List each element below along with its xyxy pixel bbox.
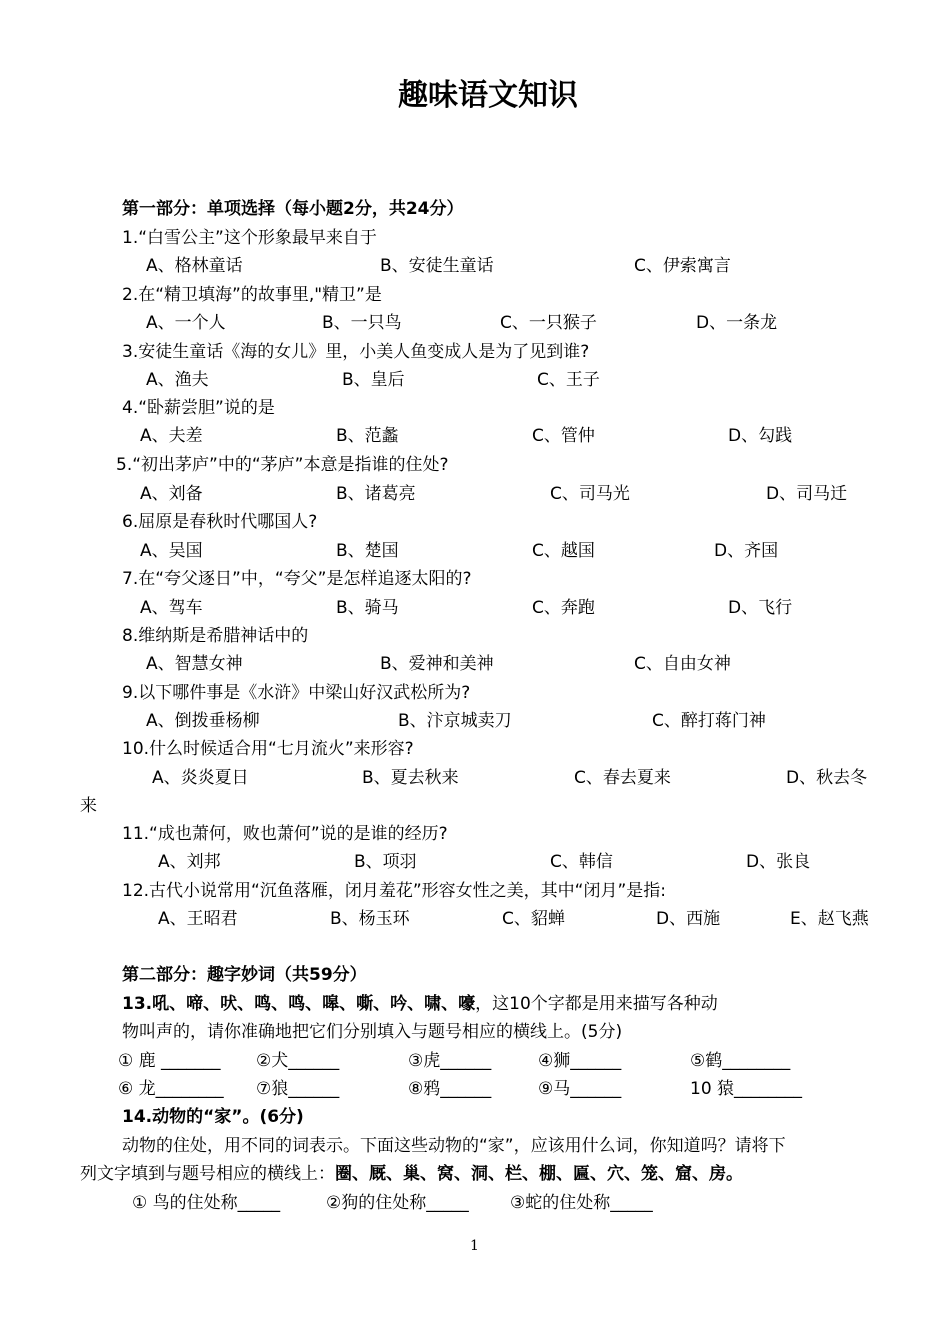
blank-snake-home[interactable]: ③蛇的住处称_____ (510, 1193, 653, 1213)
option-11b: B、项羽 (354, 852, 417, 872)
blank-deer[interactable]: ① 鹿 _______ (118, 1051, 221, 1071)
option-11c: C、韩信 (550, 852, 613, 872)
option-7d: D、飞行 (728, 598, 793, 618)
option-3b: B、皇后 (342, 370, 405, 390)
option-2c: C、一只猴子 (500, 313, 597, 333)
question-3: 3.安徒生童话《海的女儿》里，小美人鱼变成人是为了见到谁? (122, 342, 590, 362)
blank-bird-home[interactable]: ① 鸟的住处称_____ (132, 1193, 281, 1213)
question-11: 11.“成也萧何，败也萧何”说的是谁的经历? (122, 824, 448, 844)
option-7b: B、骑马 (336, 598, 399, 618)
option-10d: D、秋去冬 (786, 768, 868, 788)
option-9c: C、醉打蒋门神 (652, 711, 766, 731)
option-2d: D、一条龙 (696, 313, 778, 333)
option-6c: C、越国 (532, 541, 595, 561)
option-9b: B、汴京城卖刀 (398, 711, 512, 731)
option-4c: C、管仲 (532, 426, 595, 446)
option-6a: A、吴国 (140, 541, 203, 561)
question-13-line2: 物叫声的，请你准确地把它们分别填入与题号相应的横线上。(5分) (122, 1022, 623, 1042)
option-2a: A、一个人 (146, 313, 226, 333)
option-10a: A、炎炎夏日 (152, 768, 249, 788)
question-7: 7.在“夸父逐日”中，“夸父”是怎样追逐太阳的? (122, 569, 472, 589)
option-1b: B、安徒生童话 (380, 256, 494, 276)
option-8b: B、爱神和美神 (380, 654, 494, 674)
blank-lion[interactable]: ④狮______ (538, 1051, 622, 1071)
blank-wolf[interactable]: ⑦狼______ (256, 1079, 340, 1099)
question-13 (122, 992, 718, 1016)
option-10b: B、夏去秋来 (362, 768, 459, 788)
option-9a: A、倒拨垂杨柳 (146, 711, 260, 731)
option-6d: D、齐国 (714, 541, 779, 561)
question-6: 6.屈原是春秋时代哪国人? (122, 512, 318, 532)
question-1: 1.“白雪公主”这个形象最早来自于 (122, 228, 377, 248)
option-5a: A、刘备 (140, 484, 203, 504)
question-4: 4.“卧薪尝胆”说的是 (122, 398, 275, 418)
option-5d: D、司马迁 (766, 484, 848, 504)
option-1a: A、格林童话 (146, 256, 243, 276)
question-10: 10.什么时候适合用“七月流火”来形容? (122, 739, 414, 759)
option-12b: B、杨玉环 (330, 909, 410, 929)
option-8a: A、智慧女神 (146, 654, 243, 674)
part1-heading: 第一部分：单项选择（每小题2分，共24分） (122, 199, 464, 219)
blank-crow[interactable]: ⑧鸦______ (408, 1079, 492, 1099)
option-11d: D、张良 (746, 852, 811, 872)
blank-dragon[interactable]: ⑥ 龙________ (118, 1079, 224, 1099)
option-7c: C、奔跑 (532, 598, 595, 618)
blank-tiger[interactable]: ③虎______ (408, 1051, 492, 1071)
option-2b: B、一只鸟 (322, 313, 402, 333)
blank-crane[interactable]: ⑤鹤________ (690, 1051, 791, 1071)
question-9: 9.以下哪件事是《水浒》中梁山好汉武松所为? (122, 683, 471, 703)
option-4b: B、范蠡 (336, 426, 399, 446)
question-14-word-bank: 圈、厩、巢、窝、洞、栏、棚、匾、穴、笼、窟、房。 (335, 1164, 743, 1184)
options-10-wrap: 来 (80, 796, 97, 816)
option-8c: C、自由女神 (634, 654, 731, 674)
question-14-line1: 动物的住处，用不同的词表示。下面这些动物的“家”，应该用什么词，你知道吗？请将下 (122, 1136, 786, 1156)
option-12a: A、王昭君 (158, 909, 238, 929)
option-3c: C、王子 (537, 370, 600, 390)
option-12d: D、西施 (656, 909, 721, 929)
blank-dog-home[interactable]: ②狗的住处称_____ (326, 1193, 469, 1213)
option-4d: D、勾践 (728, 426, 793, 446)
option-12c: C、貂蝉 (502, 909, 565, 929)
option-7a: A、驾车 (140, 598, 203, 618)
page-number: 1 (470, 1238, 479, 1254)
option-5b: B、诸葛亮 (336, 484, 416, 504)
page-title: 趣味语文知识 (398, 78, 578, 113)
question-14-instruction: 列文字填到与题号相应的横线上： (80, 1164, 335, 1184)
option-11a: A、刘邦 (158, 852, 221, 872)
question-13-text: ，这10个字都是用来描写各种动 (475, 994, 718, 1014)
blank-ape[interactable]: 10 猿________ (690, 1079, 803, 1099)
option-4a: A、夫差 (140, 426, 203, 446)
question-12: 12.古代小说常用“沉鱼落雁，闭月羞花”形容女性之美，其中“闭月”是指: (122, 881, 666, 901)
question-5: 5.“初出茅庐”中的“茅庐”本意是指谁的住处? (116, 455, 449, 475)
option-12e: E、赵飞燕 (790, 909, 869, 929)
question-14-line2 (80, 1162, 743, 1186)
blank-dog[interactable]: ②犬______ (256, 1051, 340, 1071)
option-6b: B、楚国 (336, 541, 399, 561)
question-2: 2.在“精卫填海”的故事里,"精卫”是 (122, 285, 382, 305)
blank-horse[interactable]: ⑨马______ (538, 1079, 622, 1099)
option-3a: A、渔夫 (146, 370, 209, 390)
question-8: 8.维纳斯是希腊神话中的 (122, 626, 309, 646)
part2-heading: 第二部分：趣字妙词（共59分） (122, 965, 367, 985)
option-5c: C、司马光 (550, 484, 630, 504)
question-14-heading: 14.动物的“家”。(6分) (122, 1107, 304, 1127)
question-13-characters: 13.吼、啼、吠、鸣、鸣、嗥、嘶、吟、啸、嚎 (122, 994, 476, 1014)
option-1c: C、伊索寓言 (634, 256, 731, 276)
option-10c: C、春去夏来 (574, 768, 671, 788)
